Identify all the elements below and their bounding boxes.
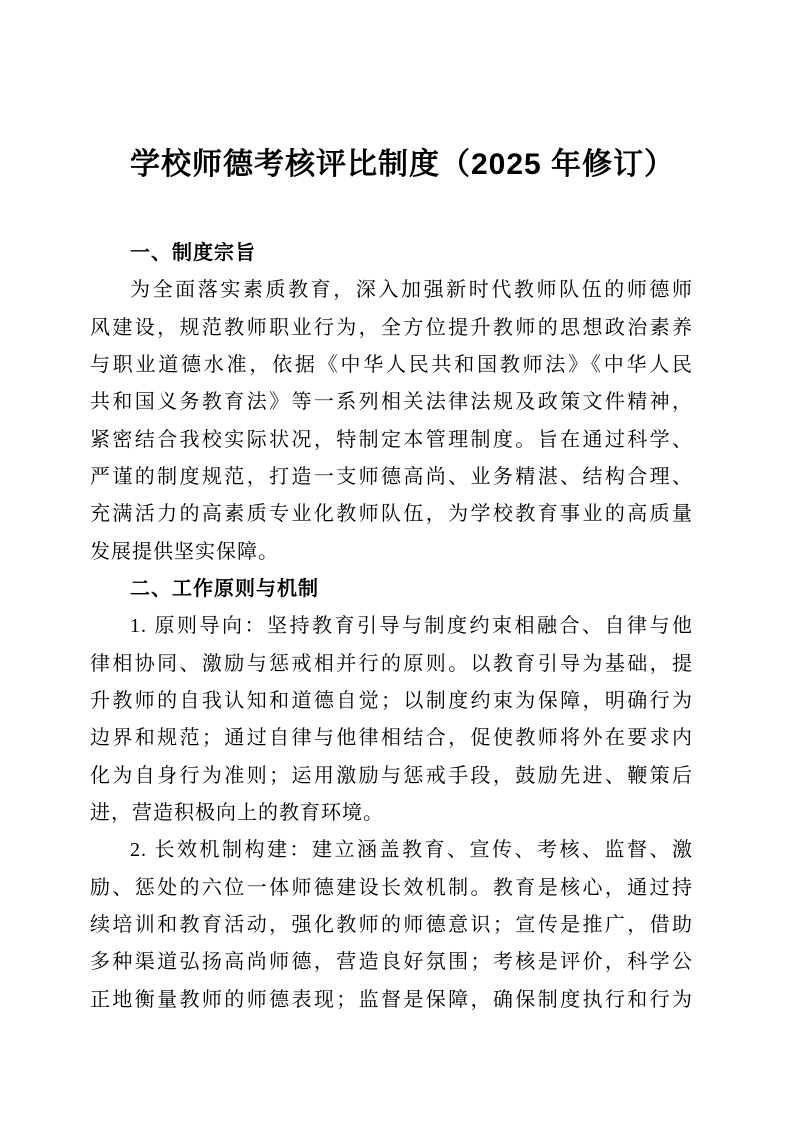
section-heading-purpose: 一、制度宗旨 <box>130 242 256 264</box>
document-title: 学校师德考核评比制度（2025 年修订） <box>129 148 676 181</box>
text-line: 风建设，规范教师职业行为，全方位提升教师的思想政治素养 <box>90 316 693 339</box>
text-line: 升教师的自我认知和道德自觉；以制度约束为保障，明确行为 <box>90 689 693 712</box>
text-line: 充满活力的高素质专业化教师队伍，为学校教育事业的高质量 <box>90 503 693 526</box>
text-line: 律相协同、激励与惩戒相并行的原则。以教育引导为基础，提 <box>90 652 693 675</box>
text-line: 正地衡量教师的师德表现；监督是保障，确保制度执行和行为 <box>90 988 693 1011</box>
text-line: 1. 原则导向：坚持教育引导与制度约束相融合、自律与他 <box>130 615 693 638</box>
text-line: 边界和规范；通过自律与他律相结合，促使教师将外在要求内 <box>90 727 693 750</box>
text-line: 共和国义务教育法》等一系列相关法律法规及政策文件精神， <box>90 391 693 414</box>
document-body <box>90 235 693 1019</box>
text-line: 化为自身行为准则；运用激励与惩戒手段，鼓励先进、鞭策后 <box>90 764 693 787</box>
text-line: 续培训和教育活动，强化教师的师德意识；宣传是推广，借助 <box>90 913 693 936</box>
text-line: 与职业道德水准，依据《中华人民共和国教师法》《中华人民 <box>90 353 693 376</box>
text-line: 严谨的制度规范，打造一支师德高尚、业务精湛、结构合理、 <box>90 465 693 488</box>
text-line: 2. 长效机制构建：建立涵盖教育、宣传、考核、监督、激 <box>130 839 693 862</box>
text-line: 进，营造积极向上的教育环境。 <box>90 801 384 824</box>
text-line: 多种渠道弘扬高尚师德，营造良好氛围；考核是评价，科学公 <box>90 951 693 974</box>
text-line: 紧密结合我校实际状况，特制定本管理制度。旨在通过科学、 <box>90 428 693 451</box>
text-line: 为全面落实素质教育，深入加强新时代教师队伍的师德师 <box>130 279 693 302</box>
text-line: 励、惩处的六位一体师德建设长效机制。教育是核心，通过持 <box>90 876 693 899</box>
text-line: 发展提供坚实保障。 <box>90 540 279 563</box>
section-heading-principles: 二、工作原则与机制 <box>130 577 319 600</box>
